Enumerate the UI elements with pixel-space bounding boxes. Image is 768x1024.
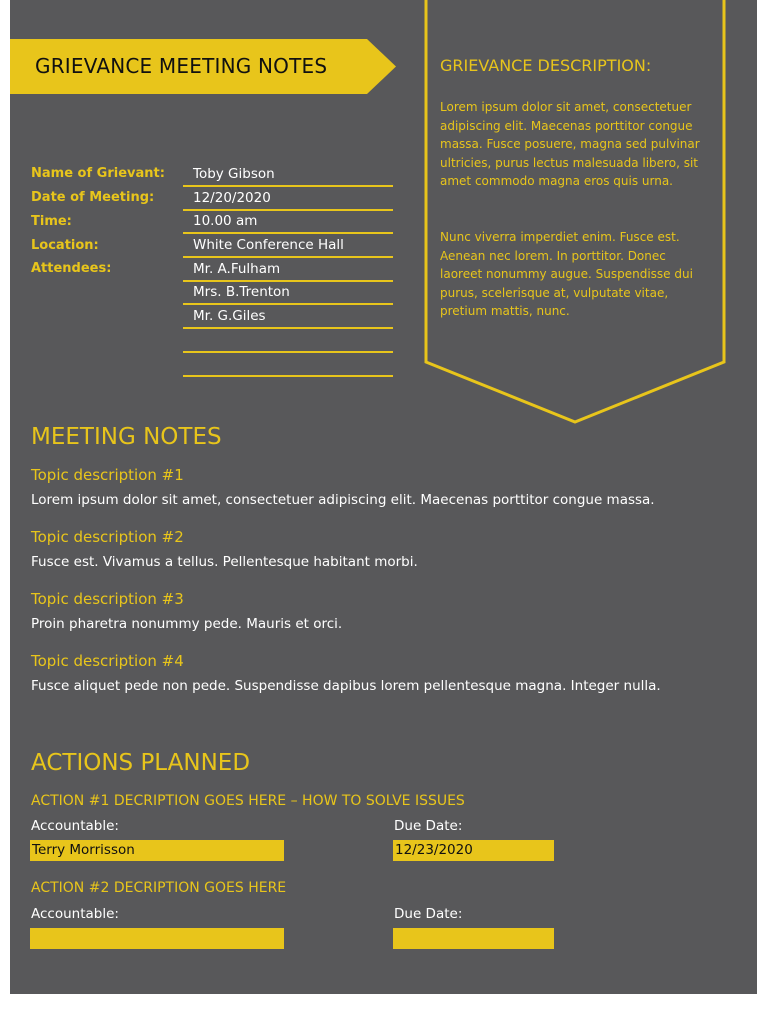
due-date-field[interactable]	[393, 928, 554, 949]
field-location[interactable]	[183, 235, 393, 258]
accountable-value: Terry Morrisson	[32, 842, 135, 858]
topic-text: Fusce est. Vivamus a tellus. Pellentesque habitant morbi.	[31, 554, 418, 570]
topic-title: Topic description #3	[31, 590, 184, 608]
action-title: ACTION #1 DECRIPTION GOES HERE – HOW TO SOLVE ISSUES	[31, 793, 465, 809]
label-grievant-name: Name of Grievant:	[31, 166, 165, 181]
due-date-field[interactable]	[393, 840, 554, 861]
topic-title: Topic description #2	[31, 528, 184, 546]
description-title: GRIEVANCE DESCRIPTION:	[440, 56, 652, 75]
topic-title: Topic description #4	[31, 652, 184, 670]
field-value: White Conference Hall	[193, 237, 344, 253]
field-attendee-empty[interactable]	[183, 330, 393, 353]
title-banner	[10, 39, 396, 94]
field-value: Mr. A.Fulham	[193, 261, 281, 277]
field-value: Toby Gibson	[193, 166, 275, 182]
accountable-label: Accountable:	[31, 906, 119, 922]
field-time[interactable]	[183, 211, 393, 234]
field-attendee-empty[interactable]	[183, 354, 393, 377]
field-value: Mrs. B.Trenton	[193, 284, 290, 300]
topic-text: Lorem ipsum dolor sit amet, consectetuer adipiscing elit. Maecenas porttitor congue massa.	[31, 492, 655, 508]
description-paragraph: Lorem ipsum dolor sit amet, consectetuer adipiscing elit. Maecenas porttitor congue massa. Fusce posuere, magna sed pulvinar ultricies, purus lectus malesuada libero, sit amet commodo magna eros quis urna.	[440, 100, 700, 189]
topic-text: Fusce aliquet pede non pede. Suspendisse dapibus lorem pellentesque magna. Integer nulla.	[31, 678, 661, 694]
topic-text: Proin pharetra nonummy pede. Mauris et orci.	[31, 616, 343, 632]
action-title: ACTION #2 DECRIPTION GOES HERE	[31, 880, 287, 896]
label-attendees: Attendees:	[31, 261, 112, 276]
field-value: 12/20/2020	[193, 190, 271, 206]
field-attendee[interactable]	[183, 282, 393, 305]
due-date-label: Due Date:	[394, 818, 463, 834]
due-date-label: Due Date:	[394, 906, 463, 922]
label-location: Location:	[31, 238, 99, 253]
description-paragraph: Nunc viverra imperdiet enim. Fusce est. Aenean nec lorem. In porttitor. Donec laoreet nonummy augue. Suspendisse dui purus, scelerisque at, vulputate vitae, pretium mattis, nunc.	[440, 230, 693, 319]
page-title: GRIEVANCE MEETING NOTES	[35, 54, 328, 78]
label-meeting-date: Date of Meeting:	[31, 190, 155, 205]
label-time: Time:	[31, 214, 72, 229]
accountable-label: Accountable:	[31, 818, 119, 834]
field-value: Mr. G.Giles	[193, 308, 266, 324]
accountable-field[interactable]	[30, 840, 284, 861]
due-date-value: 12/23/2020	[395, 842, 473, 858]
meeting-notes-heading: MEETING NOTES	[31, 424, 222, 450]
field-meeting-date[interactable]	[183, 188, 393, 211]
topic-title: Topic description #1	[31, 466, 184, 484]
field-grievant-name[interactable]	[183, 164, 393, 187]
field-attendee[interactable]	[183, 259, 393, 282]
accountable-field[interactable]	[30, 928, 284, 949]
field-value: 10.00 am	[193, 213, 258, 229]
field-attendee[interactable]	[183, 306, 393, 329]
actions-heading: ACTIONS PLANNED	[31, 750, 251, 776]
